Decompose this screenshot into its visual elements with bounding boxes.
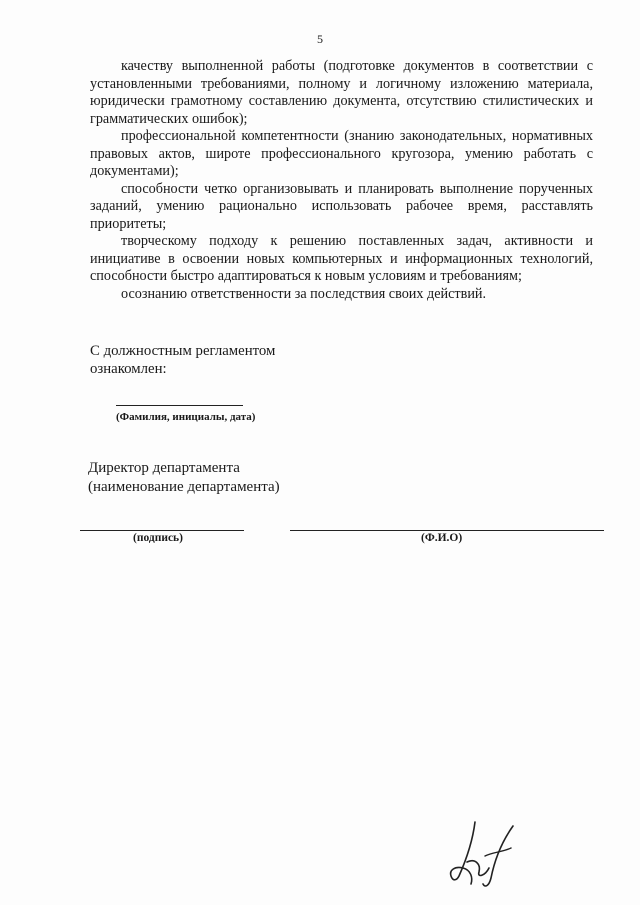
full-name-caption: (Ф.И.О) xyxy=(421,532,463,544)
acknowledgment-block xyxy=(90,343,275,378)
paragraph-creativity: творческому подходу к решению поставленных задач, активности и инициативе в освоении новых компьютерных и информационных технологий, способности быстро адаптироваться к новым условиям и требованиям; xyxy=(90,233,593,284)
paragraph-competence: профессиональной компетентности (знанию законодательных, нормативных правовых актов, широте профессионального кругозора, умению работать с документами); xyxy=(90,128,593,179)
acknowledgment-caption: (Фамилия, инициалы, дата) xyxy=(116,411,256,423)
acknowledgment-line-1: С должностным регламентом xyxy=(90,343,276,359)
paragraph-organization: способности четко организовывать и планировать выполнение порученных заданий, умению рационально использовать рабочее время, расставлять приоритеты; xyxy=(90,180,593,232)
acknowledgment-line-2: ознакомлен: xyxy=(90,360,167,377)
paragraph-responsibility: осознанию ответственности за последствия своих действий. xyxy=(121,285,487,302)
signature-caption: (подпись) xyxy=(133,532,183,544)
duties-text xyxy=(90,58,593,303)
department-name-placeholder: (наименование департамента) xyxy=(88,479,280,495)
signature-line xyxy=(80,530,244,531)
director-title: Директор департамента xyxy=(88,460,240,476)
handwritten-signature xyxy=(445,818,517,890)
page-number: 5 xyxy=(317,32,323,46)
director-block xyxy=(88,459,280,497)
paragraph-work-quality: качеству выполненной работы (подготовке документов в соответствии с установленными требованиями, полному и логичному изложению материала, юридически грамотному составлению документа, отсутствию стилистических и грамматических ошибок); xyxy=(90,58,593,127)
acknowledgment-signature-line xyxy=(116,405,243,406)
full-name-line xyxy=(290,530,604,531)
